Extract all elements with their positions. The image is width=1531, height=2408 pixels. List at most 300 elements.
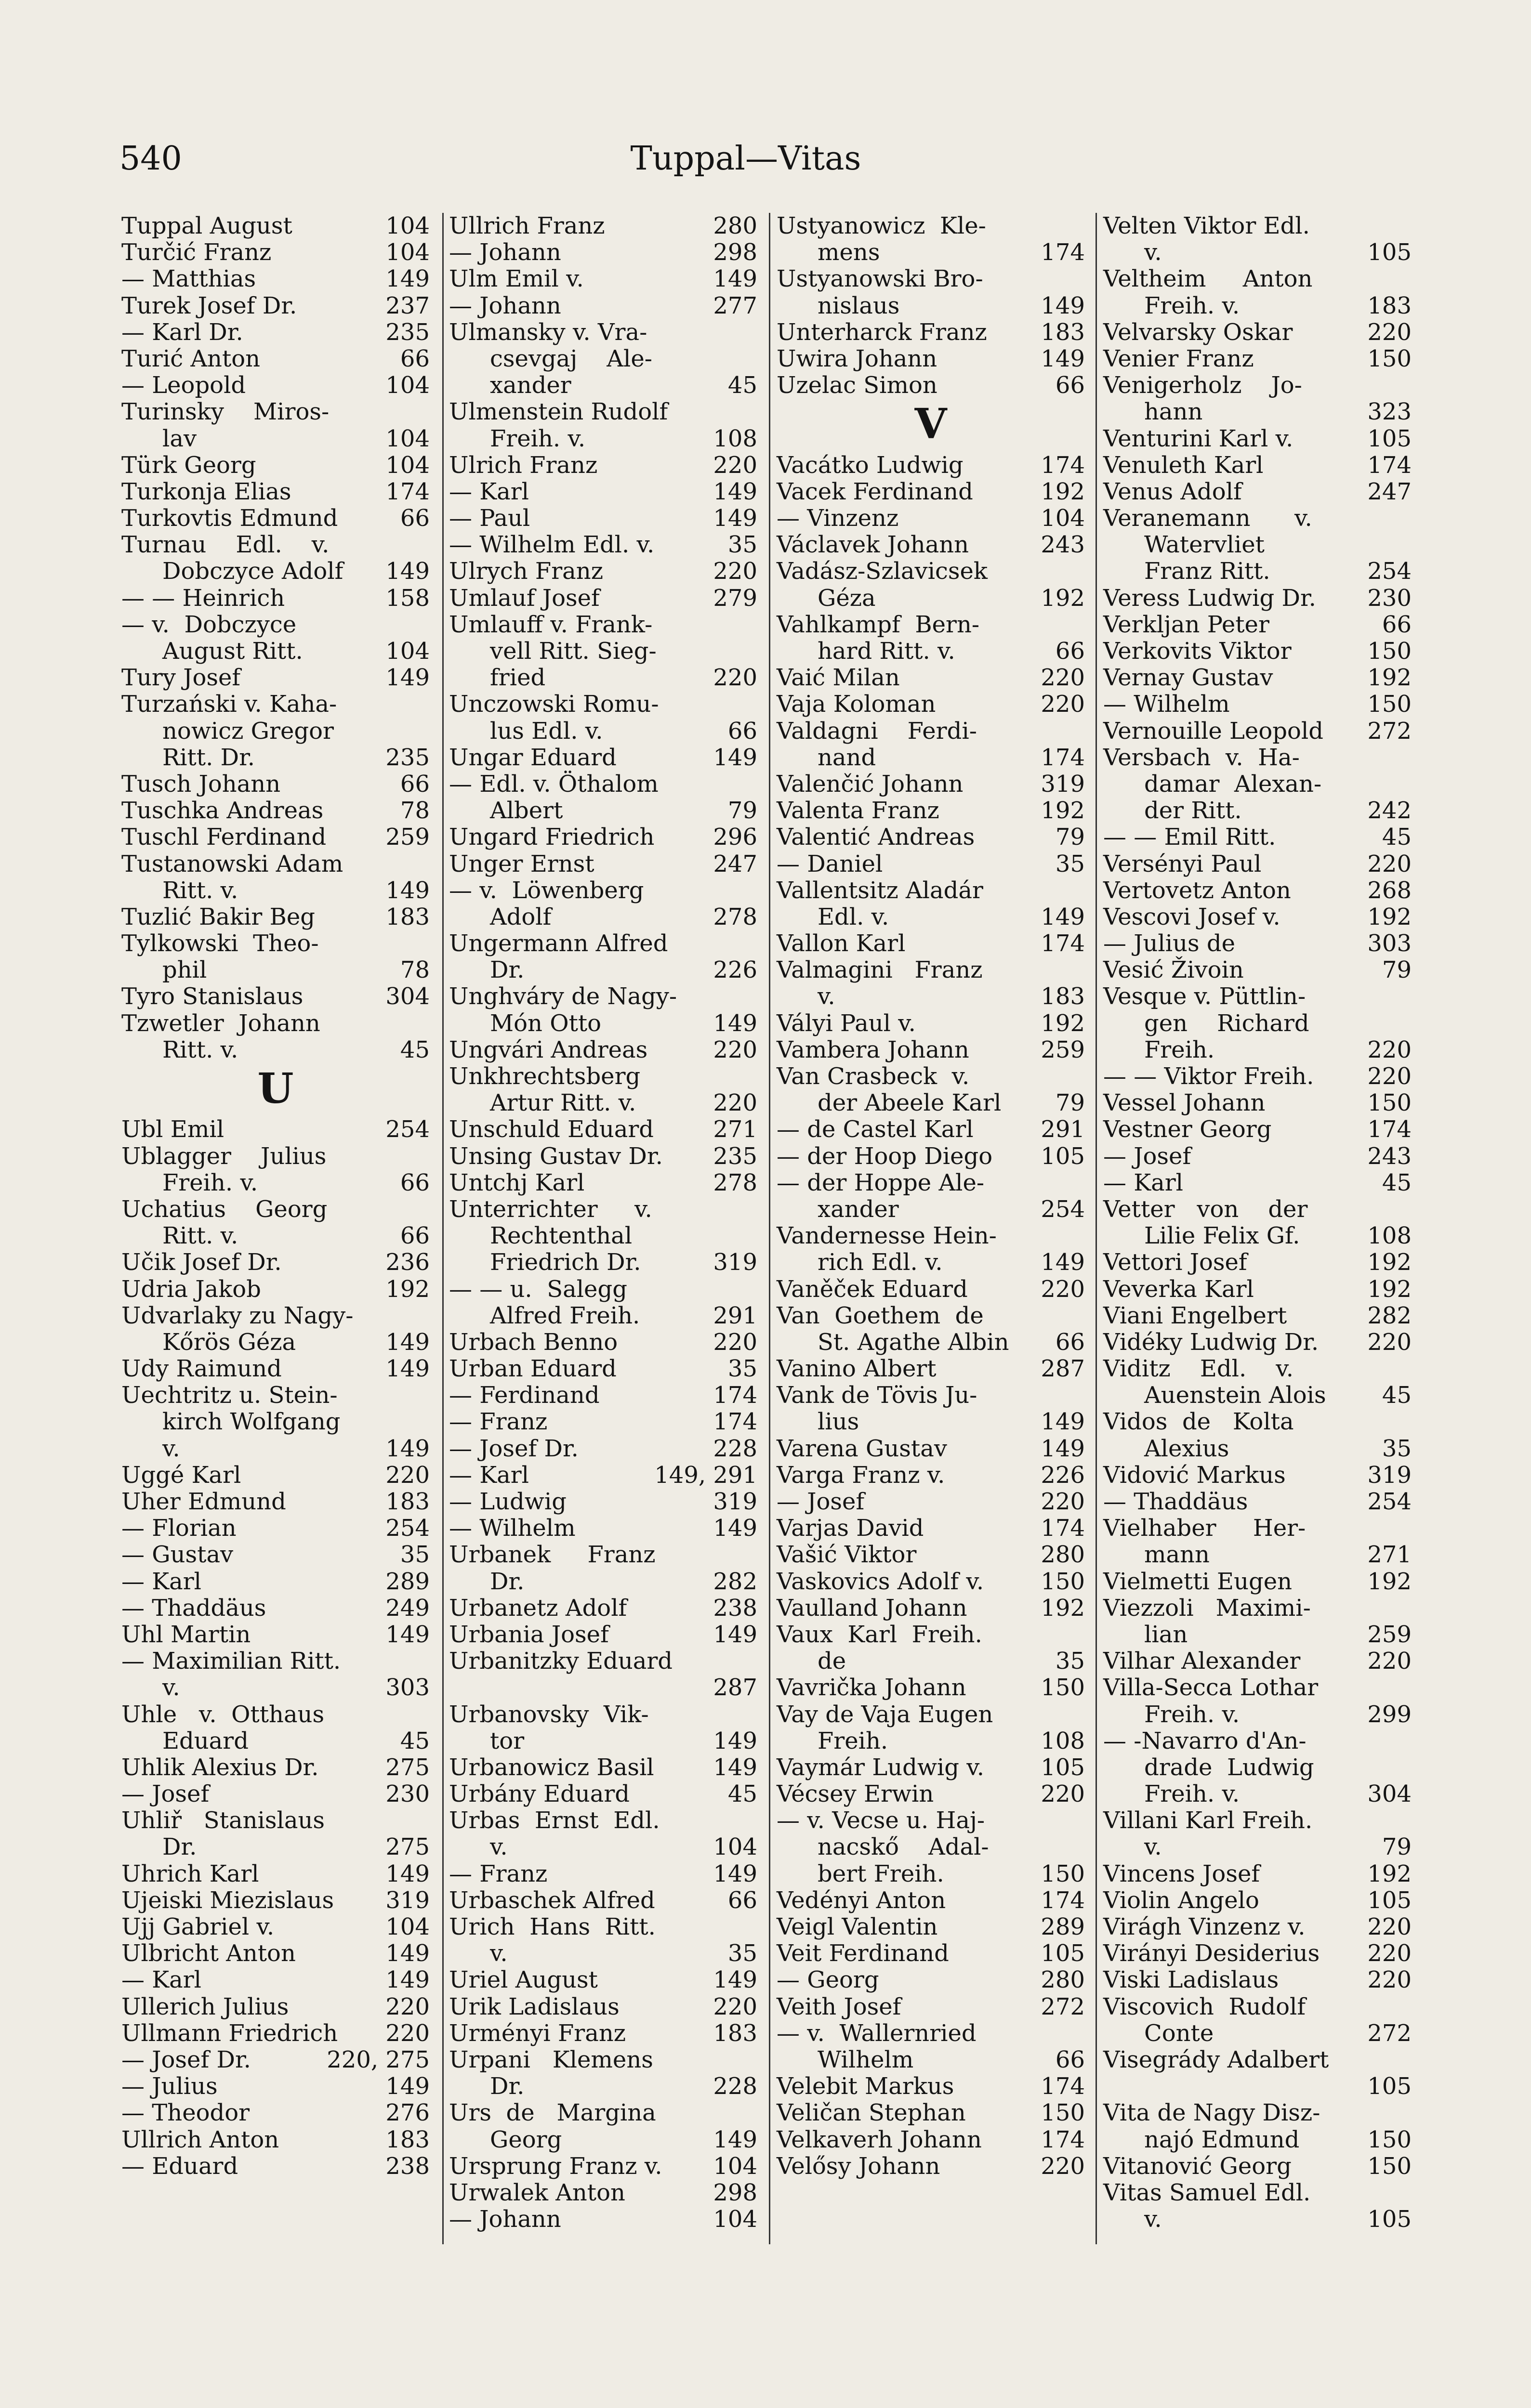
index-entry-continuation: [777, 1329, 1085, 1356]
index-entry: [1103, 1409, 1412, 1435]
index-entry: [1103, 1967, 1412, 1993]
index-entry: [1103, 2047, 1412, 2073]
entry-page-ref: 220: [1041, 1780, 1085, 1808]
entry-name: Uhl Martin: [121, 1621, 251, 1648]
entry-page-ref: 174: [1041, 744, 1085, 771]
entry-page-ref: 303: [385, 1674, 430, 1701]
entry-name: Franz Ritt.: [1144, 558, 1270, 585]
entry-name: Van Crasbeck v.: [777, 1063, 970, 1090]
entry-name: — Franz: [449, 1860, 548, 1887]
entry-name: Turčić Franz: [121, 239, 272, 266]
entry-name: Violin Angelo: [1103, 1886, 1259, 1914]
entry-name: — Thaddäus: [1103, 1488, 1248, 1515]
entry-page-ref: 104: [385, 638, 430, 665]
index-entry-continuation: [449, 1249, 757, 1276]
entry-page-ref: 45: [400, 1727, 430, 1754]
entry-page-ref: 254: [1041, 1195, 1085, 1223]
index-column-1: [121, 213, 430, 2180]
entry-page-ref: 174: [713, 1382, 757, 1409]
index-entry-continuation: [121, 957, 430, 983]
entry-page-ref: 150: [1041, 1568, 1085, 1595]
index-entry: [1103, 1861, 1412, 1887]
index-entry: [449, 1622, 757, 1648]
entry-name: Veress Ludwig Dr.: [1103, 584, 1316, 612]
entry-page-ref: 149: [1041, 1435, 1085, 1462]
entry-name: Viski Ladislaus: [1103, 1966, 1279, 1994]
index-entry: [1103, 479, 1412, 505]
index-entry: [1103, 1249, 1412, 1276]
entry-page-ref: 268: [1367, 877, 1412, 904]
entry-page-ref: 235: [713, 1142, 757, 1170]
entry-name: Valdagni Ferdi-: [777, 717, 977, 745]
index-entry-continuation: [449, 346, 757, 372]
entry-name: — Johann: [449, 292, 561, 319]
entry-name: Vaja Koloman: [777, 691, 936, 718]
index-entry-continuation: [449, 1303, 757, 1329]
index-entry: [777, 1807, 1085, 1834]
index-entry-continuation: [449, 2073, 757, 2100]
index-entry-continuation: [121, 426, 430, 452]
index-entry: [1103, 1569, 1412, 1595]
index-entry: [777, 505, 1085, 532]
index-entry: [777, 930, 1085, 957]
entry-page-ref: 150: [1367, 691, 1412, 718]
index-entry: [777, 346, 1085, 372]
entry-name: Dr.: [490, 1568, 525, 1595]
index-entry: [449, 851, 757, 877]
entry-name: Unghváry de Nagy-: [449, 983, 677, 1010]
entry-page-ref: 149: [713, 265, 757, 293]
index-entry-continuation: [777, 1196, 1085, 1223]
entry-page-ref: 149: [385, 1435, 430, 1462]
entry-page-ref: 149: [713, 1727, 757, 1754]
entry-name: Tuzlić Bakir Beg: [121, 903, 315, 930]
index-entry: [121, 399, 430, 425]
entry-name: Ritt. v.: [162, 1222, 238, 1250]
entry-page-ref: 278: [713, 1169, 757, 1196]
index-entry: [121, 2153, 430, 2180]
entry-name: Valenta Franz: [777, 797, 939, 824]
entry-name: Umlauf Josef: [449, 584, 600, 612]
entry-page-ref: 66: [727, 717, 757, 745]
entry-name: Vanino Albert: [777, 1355, 937, 1383]
index-entry: [777, 558, 1085, 585]
entry-name: Vernouille Leopold: [1103, 717, 1323, 745]
entry-page-ref: 108: [1041, 1727, 1085, 1754]
entry-name: Freih. v.: [1144, 1780, 1240, 1808]
entry-name: — de Castel Karl: [777, 1116, 974, 1143]
entry-name: der Abeele Karl: [818, 1089, 1002, 1117]
entry-name: Vaymár Ludwig v.: [777, 1754, 984, 1781]
index-entry-continuation: [1103, 2206, 1412, 2233]
index-entry: [121, 452, 430, 479]
index-entry: [777, 1542, 1085, 1568]
entry-page-ref: 66: [727, 1886, 757, 1914]
entry-page-ref: 287: [1041, 1355, 1085, 1383]
index-entry: [1103, 1116, 1412, 1143]
entry-page-ref: 220: [1041, 1488, 1085, 1516]
entry-name: vell Ritt. Sieg-: [490, 638, 657, 665]
entry-name: v.: [818, 983, 835, 1010]
index-entry: [1103, 266, 1412, 292]
entry-name: Urpani Klemens: [449, 2046, 653, 2073]
entry-name: Tuppal August: [121, 212, 292, 239]
index-entry: [777, 1940, 1085, 1967]
entry-page-ref: 291: [713, 1302, 757, 1329]
entry-name: — Josef Dr.: [449, 1435, 579, 1462]
entry-name: Ullmann Friedrich: [121, 2019, 338, 2047]
entry-page-ref: 275: [385, 1754, 430, 1781]
index-entry: [777, 1781, 1085, 1807]
entry-name: — Gustav: [121, 1541, 234, 1569]
entry-page-ref: 78: [400, 797, 430, 824]
index-entry: [777, 1436, 1085, 1462]
entry-page-ref: 35: [727, 1355, 757, 1383]
index-entry: [1103, 426, 1412, 452]
index-entry: [777, 1116, 1085, 1143]
index-entry-continuation: [777, 1834, 1085, 1860]
entry-name: lav: [162, 425, 197, 452]
entry-page-ref: 238: [385, 2152, 430, 2180]
entry-name: Veranemann v.: [1103, 505, 1312, 532]
index-entry: [121, 2100, 430, 2126]
entry-name: Udria Jakob: [121, 1275, 261, 1303]
entry-page-ref: 319: [385, 1886, 430, 1914]
index-entry-continuation: [121, 1170, 430, 1196]
entry-page-ref: 299: [1367, 1701, 1412, 1728]
index-entry: [777, 1489, 1085, 1515]
column-divider: [442, 213, 444, 2244]
index-entry: [1103, 638, 1412, 665]
entry-page-ref: 254: [1367, 558, 1412, 585]
entry-page-ref: 35: [1055, 1648, 1085, 1675]
entry-name: Vessel Johann: [1103, 1089, 1266, 1117]
index-entry: [1103, 665, 1412, 691]
entry-page-ref: 183: [1041, 983, 1085, 1010]
entry-page-ref: 174: [1041, 1886, 1085, 1914]
entry-name: Tuschl Ferdinand: [121, 824, 327, 851]
entry-page-ref: 174: [713, 1408, 757, 1436]
index-entry: [449, 771, 757, 798]
entry-name: Vaić Milan: [777, 664, 900, 692]
entry-name: Tury Josef: [121, 664, 241, 692]
entry-name: mann: [1144, 1541, 1210, 1569]
index-entry-continuation: [449, 665, 757, 691]
index-entry: [121, 2020, 430, 2047]
entry-name: Artur Ritt. v.: [490, 1089, 636, 1117]
entry-page-ref: 280: [713, 212, 757, 239]
index-entry: [121, 585, 430, 612]
entry-name: — Matthias: [121, 265, 256, 293]
index-entry: [1103, 824, 1412, 851]
index-entry: [1103, 2100, 1412, 2126]
entry-name: Vedényi Anton: [777, 1886, 946, 1914]
entry-name: Kőrös Géza: [162, 1328, 296, 1356]
entry-name: — Maximilian Ritt.: [121, 1648, 341, 1675]
entry-page-ref: 149: [385, 1355, 430, 1383]
entry-page-ref: 105: [1367, 2073, 1412, 2100]
index-entry: [121, 851, 430, 877]
entry-page-ref: 275: [385, 1833, 430, 1861]
index-entry-continuation: [1103, 293, 1412, 319]
index-entry: [1103, 1914, 1412, 1940]
entry-name: — Georg: [777, 1966, 879, 1994]
entry-name: Dobczyce Adolf: [162, 558, 343, 585]
index-entry: [777, 2100, 1085, 2126]
index-entry: [449, 1515, 757, 1542]
index-entry: [121, 612, 430, 638]
index-entry: [777, 718, 1085, 745]
entry-name: Freih.: [818, 1727, 888, 1754]
index-entry: [777, 1701, 1085, 1728]
entry-name: Dr.: [490, 2073, 525, 2100]
index-entry: [449, 1542, 757, 1568]
entry-name: — Vinzenz: [777, 505, 899, 532]
index-entry-continuation: [1103, 239, 1412, 266]
index-entry-continuation: [1103, 399, 1412, 425]
index-entry: [1103, 1994, 1412, 2020]
entry-name: Unczowski Romu-: [449, 691, 659, 718]
entry-page-ref: 254: [1367, 1488, 1412, 1515]
entry-name: — Wilhelm: [1103, 691, 1230, 718]
entry-name: — v. Dobczyce: [121, 611, 297, 638]
entry-name: Ulm Emil v.: [449, 265, 584, 293]
index-entry: [777, 612, 1085, 638]
index-entry-continuation: [777, 2047, 1085, 2073]
entry-name: v.: [162, 1435, 180, 1462]
section-letter-text: U: [257, 1064, 294, 1113]
entry-page-ref: 149: [1041, 1408, 1085, 1436]
index-entry: [777, 877, 1085, 904]
entry-name: Venigerholz Jo-: [1103, 372, 1302, 399]
entry-page-ref: 149: [713, 1860, 757, 1887]
entry-page-ref: 104: [713, 2152, 757, 2180]
entry-name: lius: [818, 1408, 859, 1436]
index-entry: [777, 1356, 1085, 1382]
entry-page-ref: 66: [1055, 638, 1085, 665]
index-entry: [1103, 2153, 1412, 2180]
entry-name: hann: [1144, 398, 1203, 426]
entry-name: Ubl Emil: [121, 1116, 224, 1143]
index-entry: [449, 293, 757, 319]
entry-page-ref: 150: [1041, 1674, 1085, 1701]
index-entry: [449, 1754, 757, 1781]
index-entry: [449, 2020, 757, 2047]
index-entry: [1103, 1063, 1412, 1090]
entry-name: Vidos de Kolta: [1103, 1408, 1294, 1436]
entry-page-ref: 243: [1367, 1142, 1412, 1170]
entry-page-ref: 174: [1041, 239, 1085, 266]
entry-name: Urbanovsky Vik-: [449, 1701, 649, 1728]
entry-page-ref: 220: [1367, 1036, 1412, 1063]
entry-page-ref: 79: [1382, 956, 1412, 984]
entry-name: Ulmansky v. Vra-: [449, 318, 647, 346]
entry-page-ref: 249: [385, 1594, 430, 1622]
entry-name: — Ferdinand: [449, 1382, 600, 1409]
index-entry: [1103, 346, 1412, 372]
entry-page-ref: 66: [1055, 372, 1085, 399]
index-entry: [121, 1754, 430, 1781]
index-entry-continuation: [449, 372, 757, 399]
entry-page-ref: 242: [1367, 797, 1412, 824]
entry-page-ref: 220: [385, 2019, 430, 2047]
entry-name: Unterrichter v.: [449, 1195, 652, 1223]
index-entry-continuation: [777, 638, 1085, 665]
entry-name: Vetter von der: [1103, 1195, 1308, 1223]
entry-page-ref: 220: [713, 664, 757, 692]
index-entry: [777, 1994, 1085, 2020]
entry-page-ref: 304: [385, 983, 430, 1010]
entry-page-ref: 287: [713, 1674, 757, 1701]
entry-page-ref: 66: [400, 1169, 430, 1196]
index-entry: [121, 1887, 430, 1914]
index-entry: [121, 1569, 430, 1595]
entry-name: — — Heinrich: [121, 584, 285, 612]
entry-name: Auenstein Alois: [1144, 1382, 1326, 1409]
entry-name: Virágh Vinzenz v.: [1103, 1913, 1306, 1940]
entry-name: Vilhar Alexander: [1103, 1648, 1301, 1675]
entry-page-ref: 150: [1367, 2152, 1412, 2180]
entry-name: Udy Raimund: [121, 1355, 282, 1383]
entry-page-ref: 79: [1382, 1833, 1412, 1861]
entry-page-ref: 220: [1367, 1648, 1412, 1675]
index-entry-continuation: [1103, 2127, 1412, 2153]
entry-name: Edl. v.: [818, 903, 889, 930]
entry-name: Urbanitzky Eduard: [449, 1648, 673, 1675]
entry-name: Ujj Gabriel v.: [121, 1913, 275, 1941]
index-entry: [121, 904, 430, 930]
index-entry: [1103, 1276, 1412, 1303]
entry-page-ref: 79: [1055, 1089, 1085, 1117]
entry-name: bert Freih.: [818, 1860, 944, 1887]
entry-page-ref: 296: [713, 824, 757, 851]
entry-name: mens: [818, 239, 880, 266]
entry-page-ref: 66: [400, 345, 430, 372]
index-entry: [121, 1807, 430, 1834]
entry-name: Velősy Johann: [777, 2152, 940, 2180]
index-entry: [449, 532, 757, 558]
index-entry: [449, 1887, 757, 1914]
index-entry: [449, 930, 757, 957]
index-entry: [121, 2047, 430, 2073]
entry-name: Vidović Markus: [1103, 1461, 1286, 1489]
entry-page-ref: 105: [1367, 2206, 1412, 2233]
entry-name: — -Navarro d'An-: [1103, 1727, 1307, 1754]
index-entry-continuation: [1103, 1382, 1412, 1409]
entry-name: Ujeiski Miezislaus: [121, 1886, 334, 1914]
entry-page-ref: 105: [1367, 239, 1412, 266]
entry-page-ref: 319: [713, 1249, 757, 1276]
entry-page-ref: 79: [1055, 824, 1085, 851]
entry-name: Turinsky Miros-: [121, 398, 330, 426]
entry-name: Wilhelm: [818, 2046, 914, 2073]
index-entry: [449, 2153, 757, 2180]
entry-page-ref: 105: [1041, 1940, 1085, 1967]
index-entry-continuation: [449, 426, 757, 452]
index-entry: [449, 1595, 757, 1622]
entry-page-ref: 149: [385, 1940, 430, 1967]
entry-name: — Wilhelm: [449, 1515, 576, 1542]
entry-name: — Josef: [1103, 1142, 1191, 1170]
entry-page-ref: 280: [1041, 1966, 1085, 1994]
entry-name: Veltheim Anton: [1103, 265, 1313, 293]
entry-name: — Josef Dr.: [121, 2046, 251, 2073]
entry-name: Urich Hans Ritt.: [449, 1913, 656, 1940]
index-entry: [121, 1542, 430, 1568]
entry-page-ref: 78: [400, 956, 430, 984]
entry-name: Valmagini Franz: [777, 956, 983, 984]
index-entry-continuation: [121, 1728, 430, 1754]
index-entry-continuation: [121, 745, 430, 771]
entry-name: Versényi Paul: [1103, 850, 1262, 877]
index-entry: [777, 798, 1085, 824]
entry-name: Friedrich Dr.: [490, 1249, 641, 1276]
entry-name: Umlauff v. Frank-: [449, 611, 653, 638]
entry-name: lus Edl. v.: [490, 717, 603, 745]
index-entry: [449, 1063, 757, 1090]
index-entry: [121, 1781, 430, 1807]
index-entry: [449, 1701, 757, 1728]
entry-page-ref: 105: [1041, 1142, 1085, 1170]
entry-page-ref: 230: [1367, 584, 1412, 612]
index-entry-continuation: [121, 718, 430, 745]
entry-name: Alexius: [1144, 1435, 1229, 1462]
entry-name: Ungar Eduard: [449, 744, 617, 771]
entry-name: Van Goethem de: [777, 1302, 984, 1329]
index-entry-continuation: [1103, 1834, 1412, 1860]
entry-page-ref: 149: [713, 1754, 757, 1781]
entry-page-ref: 45: [1382, 1382, 1412, 1409]
entry-page-ref: 238: [713, 1594, 757, 1622]
index-entry-continuation: [121, 1675, 430, 1701]
index-entry: [1103, 957, 1412, 983]
entry-name: Urményi Franz: [449, 2019, 626, 2047]
index-entry: [121, 1276, 430, 1303]
entry-page-ref: 280: [1041, 1541, 1085, 1569]
index-entry: [777, 2127, 1085, 2153]
index-entry: [121, 1701, 430, 1728]
entry-name: — der Hoop Diego: [777, 1142, 993, 1170]
entry-page-ref: 220: [1367, 1328, 1412, 1356]
entry-page-ref: 247: [1367, 478, 1412, 505]
index-entry: [449, 399, 757, 425]
entry-name: Türk Georg: [121, 451, 256, 479]
entry-page-ref: 149: [1041, 1249, 1085, 1276]
entry-name: Vescovi Josef v.: [1103, 903, 1280, 930]
entry-page-ref: 66: [400, 505, 430, 532]
index-entry: [1103, 1090, 1412, 1116]
index-entry: [449, 213, 757, 239]
entry-name: Ritt. v.: [162, 1036, 238, 1063]
entry-page-ref: 149: [385, 558, 430, 585]
index-entry: [777, 2073, 1085, 2100]
entry-page-ref: 278: [713, 903, 757, 930]
entry-name: tor: [490, 1727, 525, 1754]
entry-page-ref: 220: [1367, 850, 1412, 877]
index-entry: [777, 1063, 1085, 1090]
index-entry-continuation: [777, 1728, 1085, 1754]
index-entry-continuation: [1103, 2020, 1412, 2047]
entry-name: — Julius de: [1103, 930, 1236, 957]
entry-page-ref: 230: [385, 1780, 430, 1808]
entry-name: Visegrády Adalbert: [1103, 2046, 1329, 2073]
index-entry: [449, 1382, 757, 1409]
index-entry: [449, 1807, 757, 1834]
entry-page-ref: 150: [1367, 1089, 1412, 1117]
entry-name: Uhrich Karl: [121, 1860, 259, 1887]
entry-page-ref: 220: [1367, 1966, 1412, 1994]
index-entry: [777, 665, 1085, 691]
